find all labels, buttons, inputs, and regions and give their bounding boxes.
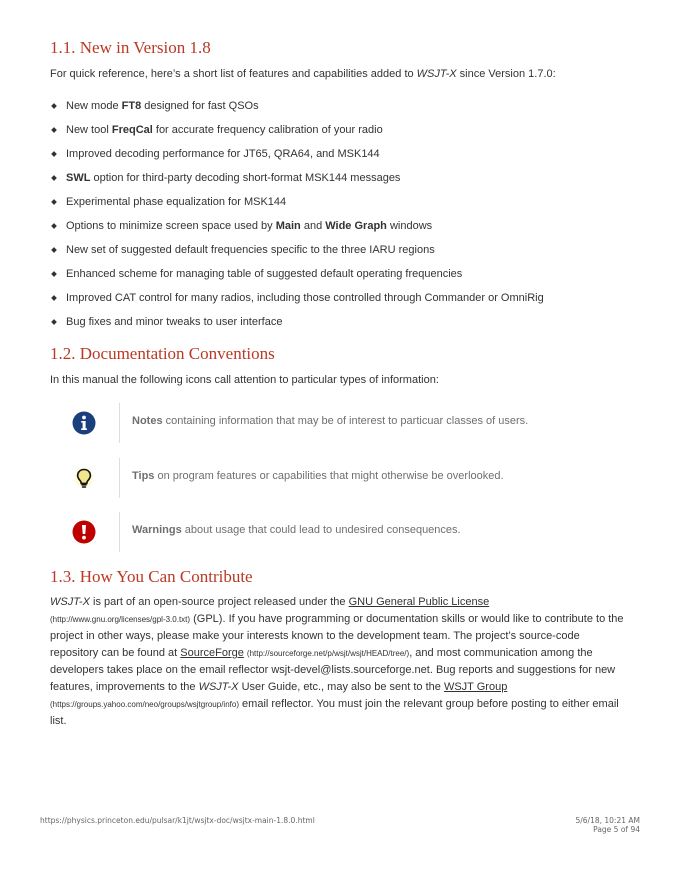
admonition-tip-text: Tips on program features or capabilities that might otherwise be overlooked. xyxy=(132,470,504,482)
list-item: New set of suggested default frequencies specific to the three IARU regions xyxy=(50,242,630,266)
admonition-warning-text: Warnings about usage that could lead to undesired consequences. xyxy=(132,524,461,536)
bullet-icon xyxy=(51,103,57,109)
bullet-icon xyxy=(51,199,57,205)
bullet-icon xyxy=(51,223,57,229)
lightbulb-icon xyxy=(72,466,96,490)
gpl-link[interactable]: GNU General Public License xyxy=(348,596,490,608)
gpl-url: (http://www.gnu.org/licenses/gpl-3.0.txt) xyxy=(50,615,191,624)
bullet-icon xyxy=(51,247,57,253)
list-item: Bug fixes and minor tweaks to user interface xyxy=(50,314,630,338)
exclamation-icon xyxy=(72,520,96,544)
section-intro-new-in-1-8: For quick reference, here’s a short list of features and capabilities added to WSJT-X since Version 1.7.0: xyxy=(50,68,556,80)
info-icon xyxy=(72,411,96,435)
bullet-icon xyxy=(51,127,57,133)
sourceforge-url: (http://sourceforge.net/p/wsjt/wsjt/HEAD/tree/) xyxy=(246,649,410,658)
footer-meta xyxy=(575,816,640,834)
section-heading-how-you-can-contribute: 1.3. How You Can Contribute xyxy=(50,567,253,586)
admonition-note xyxy=(50,403,630,443)
list-item: New tool FreqCal for accurate frequency calibration of your radio xyxy=(50,122,630,146)
bullet-icon xyxy=(51,175,57,181)
bullet-icon xyxy=(51,271,57,277)
list-item: Enhanced scheme for managing table of suggested default operating frequencies xyxy=(50,266,630,290)
section-heading-new-in-1-8: 1.1. New in Version 1.8 xyxy=(50,38,211,57)
admonition-tip xyxy=(50,458,630,498)
contribute-paragraph: WSJT-X is part of an open-source project released under the GNU General Public License (http://www.gnu.org/licenses/gpl-3.0.txt) (GPL). If you have programming or documentation skills or would like to contribute to the project in other ways, please make your interests known to the development team. The project’s source-code repository can be found at SourceForge (http://sourceforge.net/p/wsjt/wsjt/HEAD/tree/), and most communication among the developers takes place on the email reflector wsjt-devel@lists.sourceforge.net. Bug reports and suggestions for new features, improvements to the WSJT-X User Guide, etc., may also be sent to the WSJT Group (https://groups.yahoo.com/neo/groups/wsjtgroup/info) email reflector. You must join the relevant group before posting to either email list. xyxy=(50,596,624,727)
wsjt-group-link[interactable]: WSJT Group xyxy=(443,681,508,693)
admonition-divider xyxy=(119,512,120,552)
footer-page-number: Page 5 of 94 xyxy=(593,825,640,834)
list-item: Improved CAT control for many radios, including those controlled through Commander or OmniRig xyxy=(50,290,630,314)
list-item: Experimental phase equalization for MSK144 xyxy=(50,194,630,218)
admonition-warning xyxy=(50,512,630,552)
admonition-divider xyxy=(119,458,120,498)
list-item: Options to minimize screen space used by Main and Wide Graph windows xyxy=(50,218,630,242)
section-intro-conventions: In this manual the following icons call attention to particular types of information: xyxy=(50,374,439,386)
section-heading-documentation-conventions: 1.2. Documentation Conventions xyxy=(50,344,275,363)
feature-list xyxy=(50,98,630,338)
list-item: New mode FT8 designed for fast QSOs xyxy=(50,98,630,122)
admonition-note-text: Notes containing information that may be of interest to particuar classes of users. xyxy=(132,415,529,427)
bullet-icon xyxy=(51,319,57,325)
footer-url: https://physics.princeton.edu/pulsar/k1jt/wsjtx-doc/wsjtx-main-1.8.0.html xyxy=(40,816,315,825)
sourceforge-link[interactable]: SourceForge xyxy=(180,647,244,659)
wsjt-group-url: (https://groups.yahoo.com/neo/groups/wsjtgroup/info) xyxy=(50,700,239,709)
list-item: Improved decoding performance for JT65, QRA64, and MSK144 xyxy=(50,146,630,170)
bullet-icon xyxy=(51,295,57,301)
bullet-icon xyxy=(51,151,57,157)
admonition-divider xyxy=(119,403,120,443)
list-item: SWL option for third-party decoding short-format MSK144 messages xyxy=(50,170,630,194)
footer-datetime: 5/6/18, 10:21 AM xyxy=(575,816,640,825)
